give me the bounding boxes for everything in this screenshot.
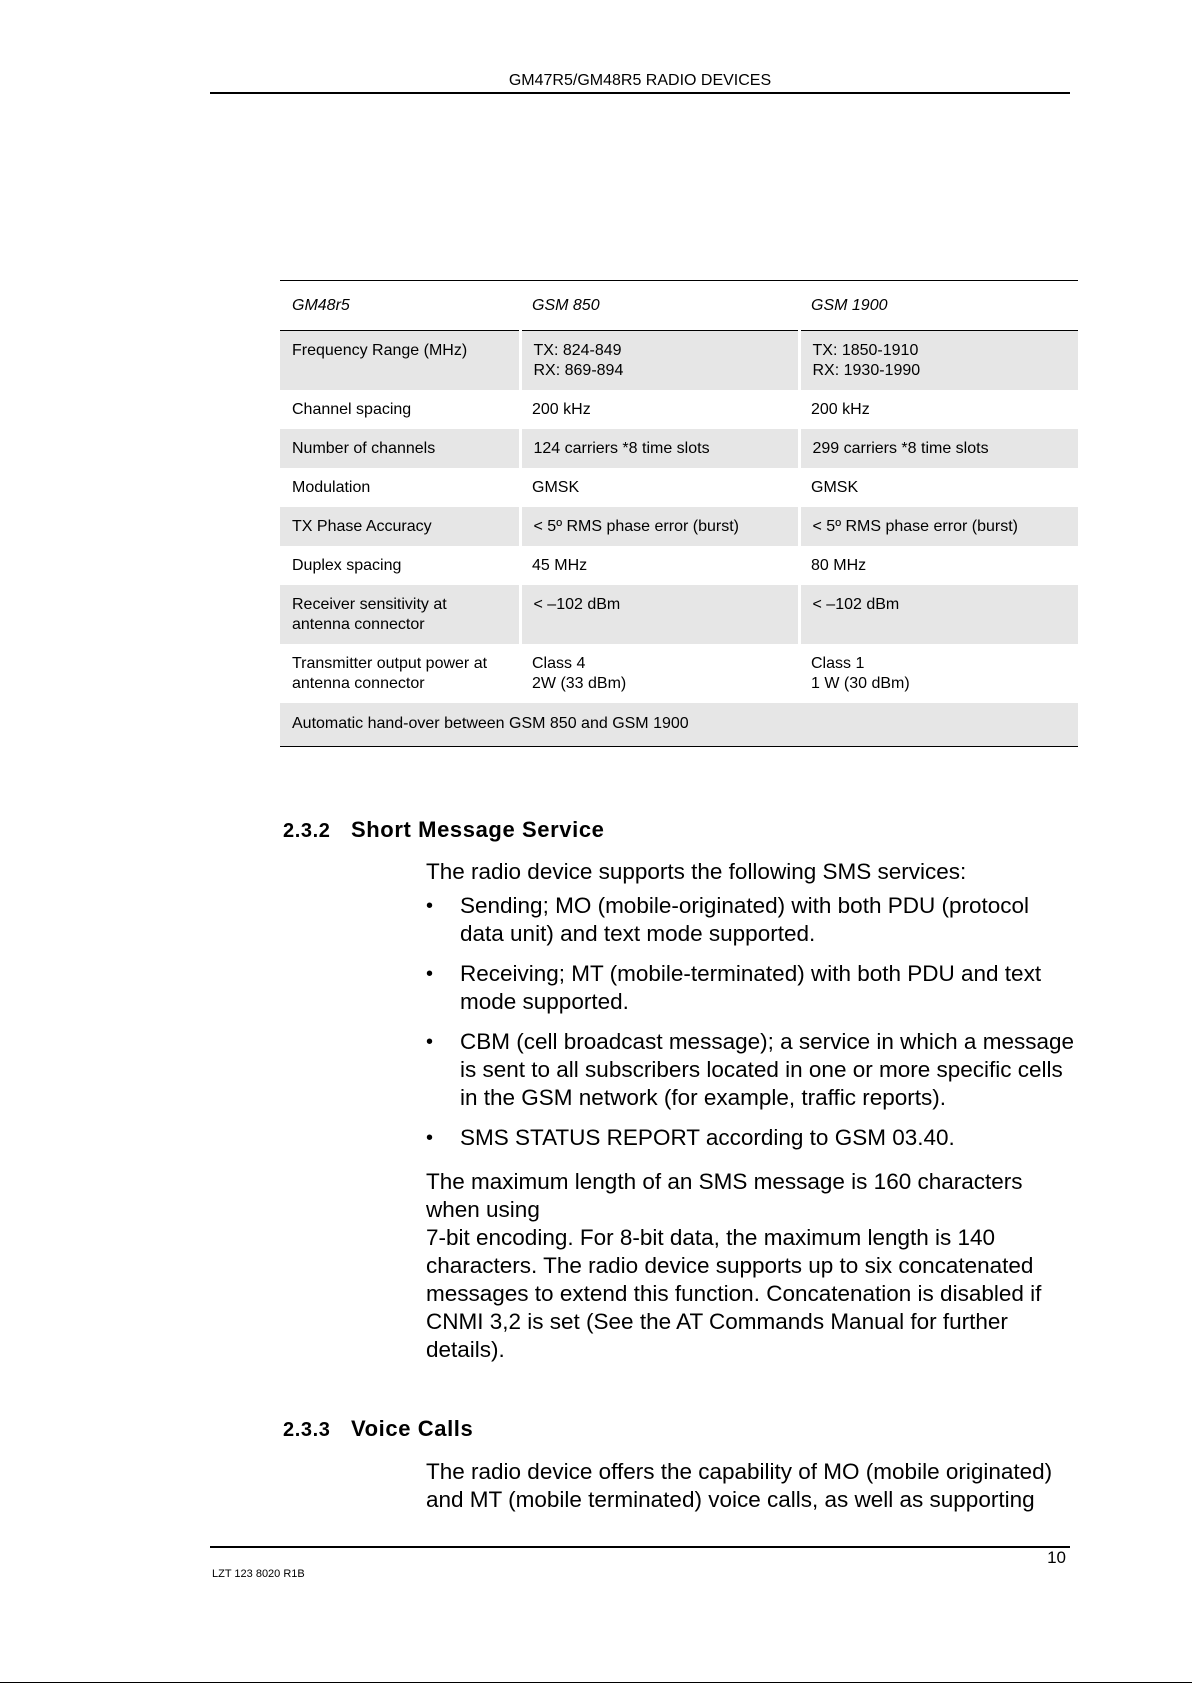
- table-header-row: [280, 281, 1078, 331]
- cell-text: antenna connector: [292, 616, 425, 633]
- section-title: Short Message Service: [351, 817, 605, 842]
- cell-text: 124 carriers *8 time slots: [533, 440, 710, 457]
- value-cell: [520, 468, 799, 507]
- list-item: [426, 892, 1076, 948]
- handover-note: Automatic hand-over between GSM 850 and GSM 1900: [280, 703, 1078, 747]
- value-cell: [520, 390, 799, 429]
- cell-text: Transmitter output power at: [292, 655, 488, 672]
- row-label-cell: [280, 429, 520, 468]
- bullet-icon: •: [426, 963, 434, 985]
- document-id: LZT 123 8020 R1B: [212, 1568, 305, 1580]
- sms-bullet-list: [426, 892, 1076, 1152]
- table-row: [280, 507, 1078, 546]
- value-cell: [520, 331, 799, 391]
- cell-text: Class 4: [532, 655, 586, 672]
- list-item-text: CBM (cell broadcast message); a service in which a message is sent to all subscribers located in one or more specific cells in the GSM network (for example, traffic reports).: [460, 1029, 1074, 1110]
- list-item-text: SMS STATUS REPORT according to GSM 03.40.: [460, 1125, 955, 1150]
- voice-text: The radio device offers the capability of MO (mobile originated) and MT (mobile terminated) voice calls, as well as supporting: [426, 1459, 1053, 1512]
- row-label-cell: [280, 390, 520, 429]
- row-label-cell: [280, 546, 520, 585]
- cell-text: RX: 869-894: [533, 362, 624, 379]
- cell-text: 80 MHz: [811, 557, 867, 574]
- cell-text: antenna connector: [292, 675, 425, 692]
- table-row: [280, 390, 1078, 429]
- table-row: [280, 331, 1078, 391]
- cell-text: < –102 dBm: [812, 596, 900, 613]
- table-row: [280, 546, 1078, 585]
- cell-text: TX Phase Accuracy: [292, 518, 432, 535]
- value-cell: [520, 644, 799, 703]
- cell-text: GMSK: [811, 479, 859, 496]
- value-cell: [799, 585, 1078, 644]
- value-cell: [799, 468, 1078, 507]
- value-cell: [520, 507, 799, 546]
- cell-text: 2W (33 dBm): [532, 675, 627, 692]
- value-cell: [799, 644, 1078, 703]
- page-bottom-rule: [0, 1682, 1192, 1683]
- cell-text: 200 kHz: [811, 401, 870, 418]
- specification-table: [280, 280, 1078, 747]
- sms-section-body: [426, 858, 1076, 1364]
- row-label-cell: [280, 468, 520, 507]
- table-body: [280, 331, 1078, 747]
- bullet-icon: •: [426, 1031, 434, 1053]
- section-number: 2.3.2: [283, 820, 331, 842]
- cell-text: Receiver sensitivity at: [292, 596, 447, 613]
- list-item-text: Receiving; MT (mobile-terminated) with both PDU and text mode supported.: [460, 961, 1042, 1014]
- column-header: GSM 1900: [799, 281, 1078, 331]
- row-label-cell: [280, 644, 520, 703]
- cell-text: TX: 824-849: [533, 342, 622, 359]
- section-title: Voice Calls: [351, 1416, 474, 1441]
- value-cell: [520, 585, 799, 644]
- value-cell: [799, 507, 1078, 546]
- row-label-cell: [280, 585, 520, 644]
- sms-length-line2: 7-bit encoding. For 8-bit data, the maximum length is 140 characters. The radio device supports up to six concatenated messages to extend this function. Concatenation is disabled if CNMI 3,2 is set (See the AT Commands Manual for further details).: [426, 1225, 1042, 1362]
- section-heading-voice: [283, 1416, 473, 1442]
- page-number: 10: [1047, 1548, 1066, 1567]
- value-cell: [520, 429, 799, 468]
- value-cell: [799, 390, 1078, 429]
- sms-length-line1: The maximum length of an SMS message is 160 characters when using: [426, 1169, 1023, 1222]
- cell-text: 200 kHz: [532, 401, 591, 418]
- value-cell: [799, 429, 1078, 468]
- page-header-title: GM47R5/GM48R5 RADIO DEVICES: [508, 72, 772, 89]
- list-item: [426, 1028, 1076, 1112]
- cell-text: Duplex spacing: [292, 557, 402, 574]
- section-number: 2.3.3: [283, 1419, 331, 1441]
- sms-intro: The radio device supports the following SMS services:: [426, 859, 967, 884]
- bullet-icon: •: [426, 1127, 434, 1149]
- column-header: GSM 850: [520, 281, 799, 331]
- section-heading-sms: [283, 817, 605, 843]
- header-rule: [210, 92, 1070, 94]
- list-item: [426, 960, 1076, 1016]
- cell-text: RX: 1930-1990: [812, 362, 921, 379]
- cell-text: 45 MHz: [532, 557, 588, 574]
- cell-text: GMSK: [532, 479, 580, 496]
- column-header: GM48r5: [280, 281, 520, 331]
- cell-text: < –102 dBm: [533, 596, 621, 613]
- footer-rule: [210, 1546, 1070, 1548]
- row-label-cell: [280, 507, 520, 546]
- cell-text: Class 1: [811, 655, 865, 672]
- voice-section-body: [426, 1458, 1076, 1514]
- value-cell: [520, 546, 799, 585]
- table-row: [280, 429, 1078, 468]
- cell-text: TX: 1850-1910: [812, 342, 919, 359]
- table-row: [280, 468, 1078, 507]
- cell-text: 299 carriers *8 time slots: [812, 440, 989, 457]
- list-item: [426, 1124, 1076, 1152]
- value-cell: [799, 331, 1078, 391]
- cell-text: Modulation: [292, 479, 371, 496]
- cell-text: < 5º RMS phase error (burst): [812, 518, 1018, 535]
- table-row: [280, 644, 1078, 703]
- bullet-icon: •: [426, 895, 434, 917]
- row-label-cell: [280, 331, 520, 391]
- cell-text: Frequency Range (MHz): [292, 342, 468, 359]
- cell-text: Number of channels: [292, 440, 436, 457]
- table-footer-row: [280, 703, 1078, 747]
- cell-text: Channel spacing: [292, 401, 412, 418]
- table-row: [280, 585, 1078, 644]
- cell-text: < 5º RMS phase error (burst): [533, 518, 739, 535]
- cell-text: 1 W (30 dBm): [811, 675, 910, 692]
- list-item-text: Sending; MO (mobile-originated) with both PDU (protocol data unit) and text mode supported.: [460, 893, 1030, 946]
- value-cell: [799, 546, 1078, 585]
